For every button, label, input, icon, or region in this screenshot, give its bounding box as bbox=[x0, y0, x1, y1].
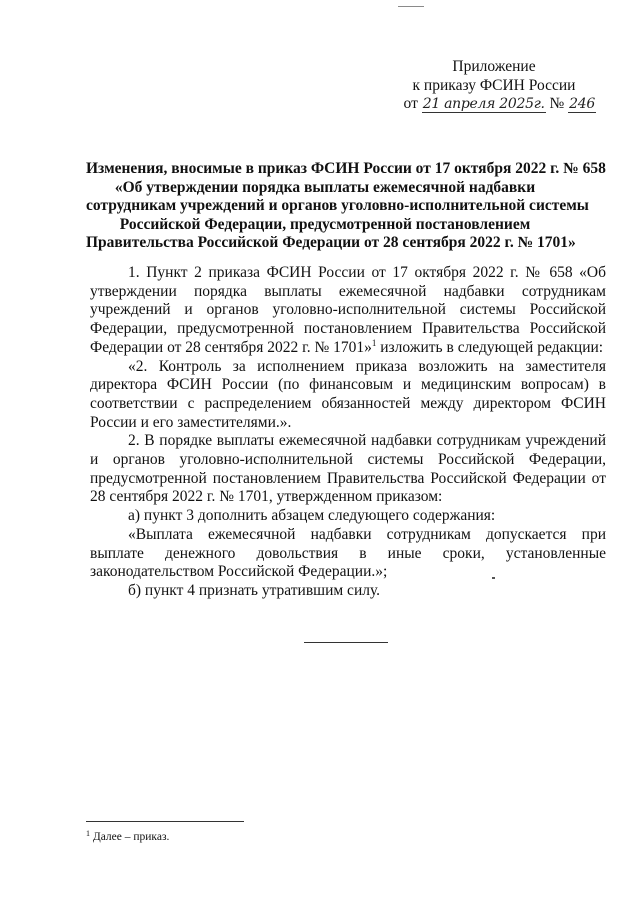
handwritten-date: 21 апреля 2025г. bbox=[422, 96, 545, 112]
footnote-ref[interactable]: 1 bbox=[371, 337, 377, 348]
handwritten-number: 246 bbox=[569, 96, 595, 112]
scan-mark bbox=[398, 6, 424, 7]
footnote-mark: 1 bbox=[86, 829, 90, 838]
paragraph-2: «2. Контроль за исполнением приказа возложить на заместителя директора ФСИН России (по финансовым и медицинским вопросам) в соответствии с распределением обязанностей между директором ФСИН России и его заместителями.». bbox=[90, 357, 606, 431]
paragraph-1-text: 1. Пункт 2 приказа ФСИН России от 17 октября 2022 г. № 658 «Об утверждении порядка выплаты ежемесячной надбавки сотрудникам учреждений и органов уголовно-исполнительной системы Российской Федерации, предусмотренной постановлением Правительства Российской Федерации от 28 сентября 2022 г. № 1701» bbox=[90, 264, 606, 356]
paragraph-6: б) пункт 4 признать утратившим силу. bbox=[128, 581, 381, 599]
paragraph-1-end: изложить в следующей редакции: bbox=[376, 338, 604, 356]
annex-date-number bbox=[380, 95, 608, 114]
document-title bbox=[86, 160, 606, 253]
document-body bbox=[90, 264, 606, 601]
title-line-3: сотрудникам учреждений и органов уголовно-исполнительной системы bbox=[86, 197, 589, 215]
paragraph-1 bbox=[90, 264, 606, 358]
title-line-4: Российской Федерации, предусмотренной постановлением bbox=[119, 215, 531, 233]
date-prefix: от bbox=[403, 95, 418, 112]
footnote-divider bbox=[86, 821, 244, 822]
paragraph-5: «Выплата ежемесячной надбавки сотрудникам допускается при выплате денежного довольствия в иные сроки, установленные законодательством Российской Федерации.»; bbox=[90, 525, 606, 581]
paragraph-3: 2. В порядке выплаты ежемесячной надбавки сотрудникам учреждений и органов уголовно-исполнительной системы Российской Федерации, предусмотренной постановлением Правительства Российской Федерации от 28 сентября 2022 г. № 1701, утвержденном приказом: bbox=[90, 432, 606, 506]
scan-speck bbox=[492, 577, 495, 579]
end-divider bbox=[304, 642, 388, 643]
number-sign: № bbox=[549, 95, 565, 112]
paragraph-4: а) пункт 3 дополнить абзацем следующего содержания: bbox=[128, 507, 496, 525]
footnote-text: Далее – приказ. bbox=[90, 831, 170, 843]
footnote bbox=[86, 830, 169, 844]
title-line-5: Правительства Российской Федерации от 28 сентября 2022 г. № 1701» bbox=[86, 234, 576, 252]
title-line-2: «Об утверждении порядка выплаты ежемесячной надбавки bbox=[114, 178, 536, 196]
annex-header bbox=[380, 58, 608, 114]
annex-label: Приложение bbox=[452, 58, 536, 75]
annex-order-ref: к приказу ФСИН России bbox=[412, 76, 576, 94]
title-line-1: Изменения, вносимые в приказ ФСИН России от 17 октября 2022 г. № 658 bbox=[86, 160, 606, 177]
